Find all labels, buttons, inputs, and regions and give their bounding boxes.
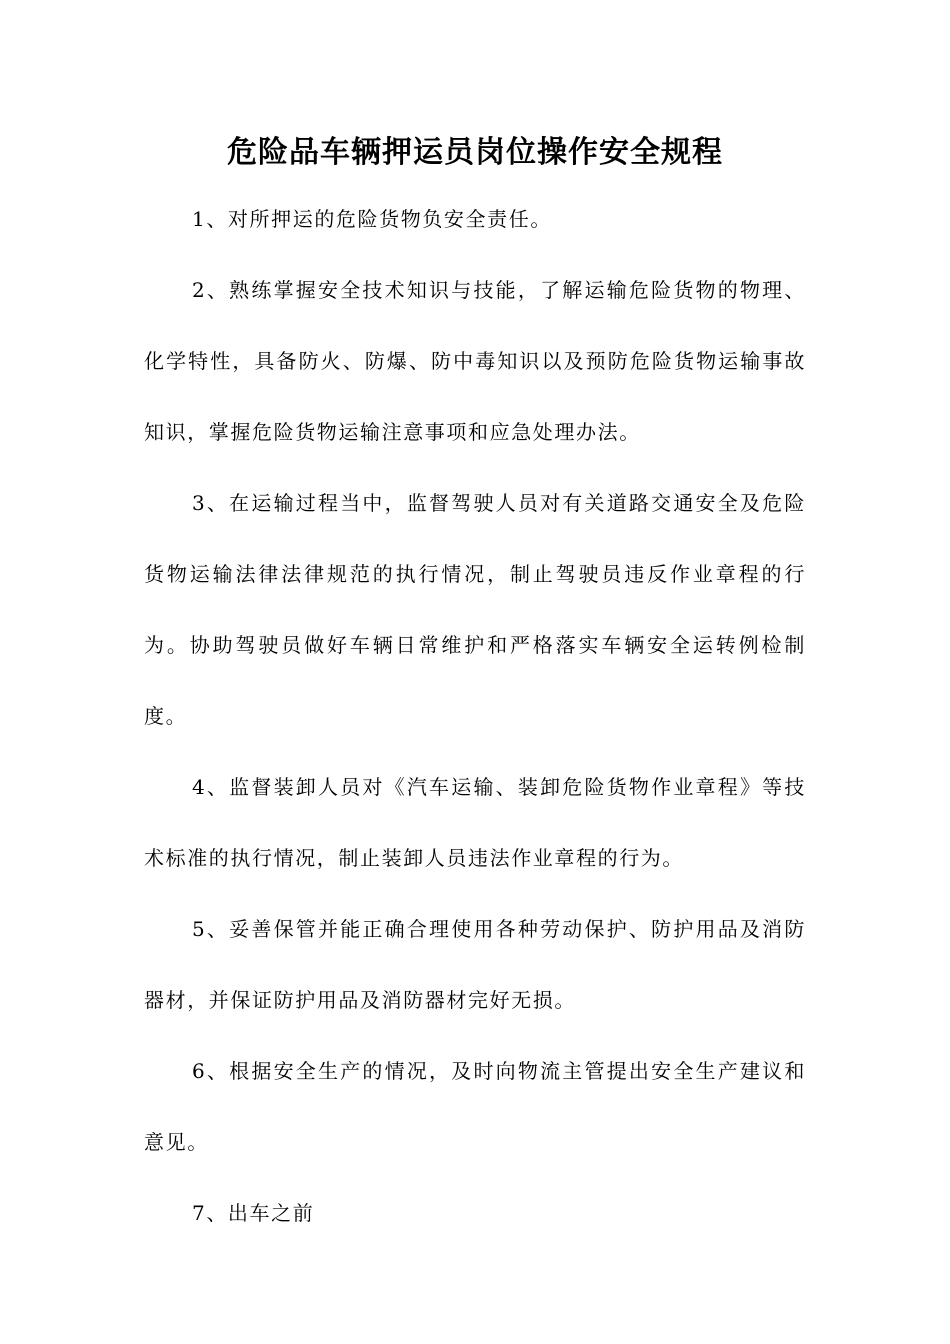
paragraph-1: 1、对所押运的危险货物负安全责任。 [192, 207, 552, 231]
paragraph-3: 3、在运输过程当中，监督驾驶人员对有关道路交通安全及危险货物运输法律法律规范的执行情况，制止驾驶员违反作业章程的行为。协助驾驶员做好车辆日常维护和严格落实车辆安全运转例检制度。 [144, 491, 806, 728]
paragraph-7: 7、出车之前 [192, 1201, 315, 1225]
document-body [144, 184, 806, 1249]
paragraph-6: 6、根据安全生产的情况，及时向物流主管提出安全生产建议和意见。 [144, 1059, 806, 1154]
paragraph-4: 4、监督装卸人员对《汽车运输、装卸危险货物作业章程》等技术标准的执行情况，制止装卸人员违法作业章程的行为。 [144, 775, 806, 870]
paragraph-2: 2、熟练掌握安全技术知识与技能，了解运输危险货物的物理、化学特性，具备防火、防爆、防中毒知识以及预防危险货物运输事故知识，掌握危险货物运输注意事项和应急处理办法。 [144, 278, 806, 444]
document-title: 危险品车辆押运员岗位操作安全规程 [227, 135, 723, 170]
paragraph-5: 5、妥善保管并能正确合理使用各种劳动保护、防护用品及消防器材，并保证防护用品及消防器材完好无损。 [144, 917, 806, 1012]
